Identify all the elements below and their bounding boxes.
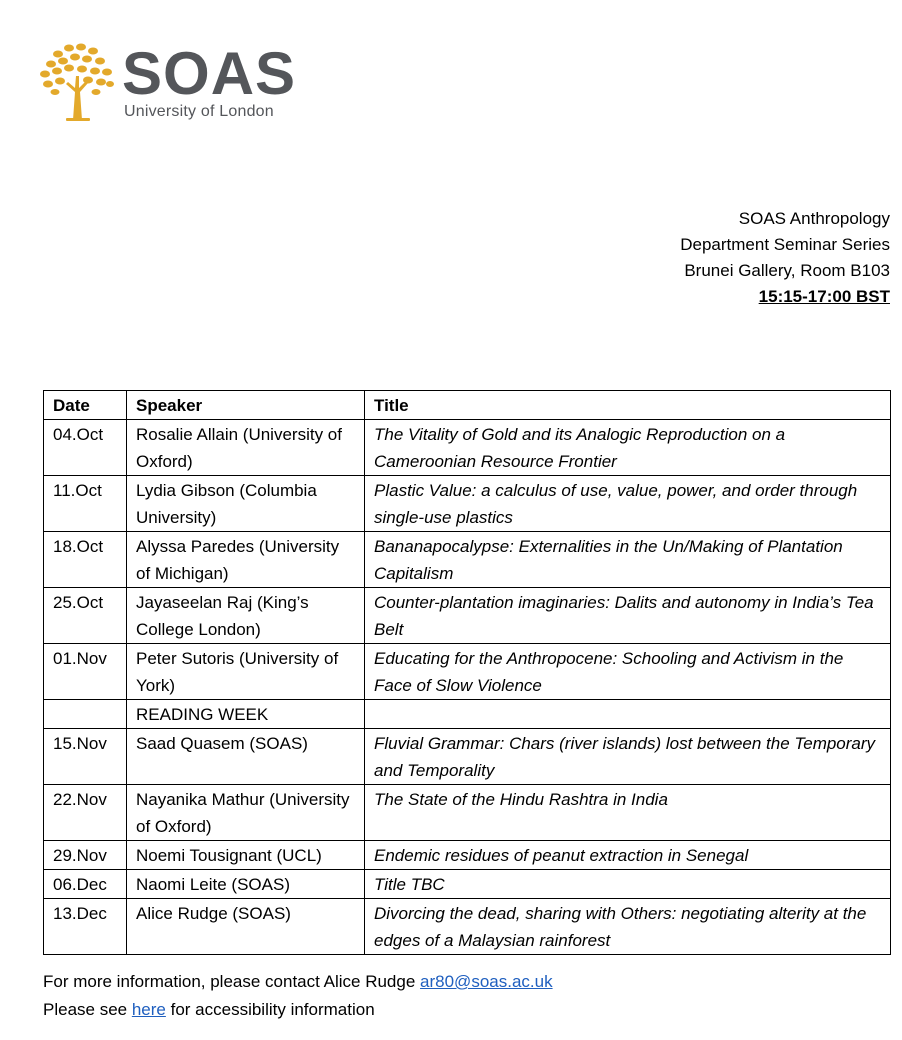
table-row bbox=[44, 476, 891, 532]
see-prefix: Please see bbox=[43, 1000, 132, 1019]
contact-text: For more information, please contact Alice Rudge bbox=[43, 972, 421, 991]
header-date: Date bbox=[44, 391, 127, 420]
cell-title bbox=[365, 700, 891, 729]
cell-title: Title TBC bbox=[365, 870, 891, 899]
email-link[interactable]: ar80@soas.ac.uk bbox=[420, 972, 553, 991]
cell-title: Fluvial Grammar: Chars (river islands) lost between the Temporary and Temporality bbox=[365, 729, 891, 785]
table-row bbox=[44, 532, 891, 588]
cell-date: 22.Nov bbox=[44, 785, 127, 841]
table-row-reading-week bbox=[44, 700, 891, 729]
cell-speaker: Jayaseelan Raj (King’s College London) bbox=[127, 588, 365, 644]
cell-speaker: Nayanika Mathur (University of Oxford) bbox=[127, 785, 365, 841]
cell-title: Plastic Value: a calculus of use, value, power, and order through single-use plastics bbox=[365, 476, 891, 532]
table-row bbox=[44, 870, 891, 899]
cell-title: The State of the Hindu Rashtra in India bbox=[365, 785, 891, 841]
cell-speaker: READING WEEK bbox=[127, 700, 365, 729]
cell-speaker: Alice Rudge (SOAS) bbox=[127, 899, 365, 955]
table-header-row bbox=[44, 391, 891, 420]
header-speaker: Speaker bbox=[127, 391, 365, 420]
cell-date: 13.Dec bbox=[44, 899, 127, 955]
cell-title: The Vitality of Gold and its Analogic Reproduction on a Cameroonian Resource Frontier bbox=[365, 420, 891, 476]
cell-title: Divorcing the dead, sharing with Others: negotiating alterity at the edges of a Malaysian rainforest bbox=[365, 899, 891, 955]
table-row bbox=[44, 841, 891, 870]
cell-title: Educating for the Anthropocene: Schooling and Activism in the Face of Slow Violence bbox=[365, 644, 891, 700]
cell-speaker: Noemi Tousignant (UCL) bbox=[127, 841, 365, 870]
accessibility-line bbox=[43, 996, 553, 1024]
header-title: Title bbox=[365, 391, 891, 420]
cell-speaker: Alyssa Paredes (University of Michigan) bbox=[127, 532, 365, 588]
venue: Brunei Gallery, Room B103 bbox=[684, 261, 890, 280]
cell-date: 01.Nov bbox=[44, 644, 127, 700]
cell-speaker: Peter Sutoris (University of York) bbox=[127, 644, 365, 700]
cell-date: 06.Dec bbox=[44, 870, 127, 899]
accessibility-link[interactable]: here bbox=[131, 1000, 166, 1019]
contact-line bbox=[43, 968, 553, 996]
cell-speaker: Rosalie Allain (University of Oxford) bbox=[127, 420, 365, 476]
series-name: Department Seminar Series bbox=[680, 235, 890, 254]
footer bbox=[43, 968, 553, 1024]
see-suffix: for accessibility information bbox=[165, 1000, 375, 1019]
cell-speaker: Naomi Leite (SOAS) bbox=[127, 870, 365, 899]
cell-date bbox=[44, 700, 127, 729]
table-row bbox=[44, 899, 891, 955]
cell-title: Bananapocalypse: Externalities in the Un/Making of Plantation Capitalism bbox=[365, 532, 891, 588]
cell-date: 18.Oct bbox=[44, 532, 127, 588]
tree-icon bbox=[38, 40, 116, 122]
soas-logo bbox=[38, 40, 308, 125]
schedule-table bbox=[43, 390, 891, 955]
cell-date: 04.Oct bbox=[44, 420, 127, 476]
time: 15:15-17:00 BST bbox=[758, 287, 890, 306]
table-row bbox=[44, 785, 891, 841]
cell-date: 15.Nov bbox=[44, 729, 127, 785]
cell-date: 25.Oct bbox=[44, 588, 127, 644]
cell-date: 29.Nov bbox=[44, 841, 127, 870]
seminar-info bbox=[680, 206, 890, 310]
table-row bbox=[44, 729, 891, 785]
cell-title: Counter-plantation imaginaries: Dalits and autonomy in India’s Tea Belt bbox=[365, 588, 891, 644]
department-name: SOAS Anthropology bbox=[738, 209, 890, 228]
cell-title: Endemic residues of peanut extraction in Senegal bbox=[365, 841, 891, 870]
cell-speaker: Lydia Gibson (Columbia University) bbox=[127, 476, 365, 532]
logo-subtitle: University of London bbox=[124, 103, 274, 120]
cell-speaker: Saad Quasem (SOAS) bbox=[127, 729, 365, 785]
logo-wordmark: SOAS bbox=[122, 40, 297, 107]
table-row bbox=[44, 644, 891, 700]
table-row bbox=[44, 588, 891, 644]
table-row bbox=[44, 420, 891, 476]
cell-date: 11.Oct bbox=[44, 476, 127, 532]
